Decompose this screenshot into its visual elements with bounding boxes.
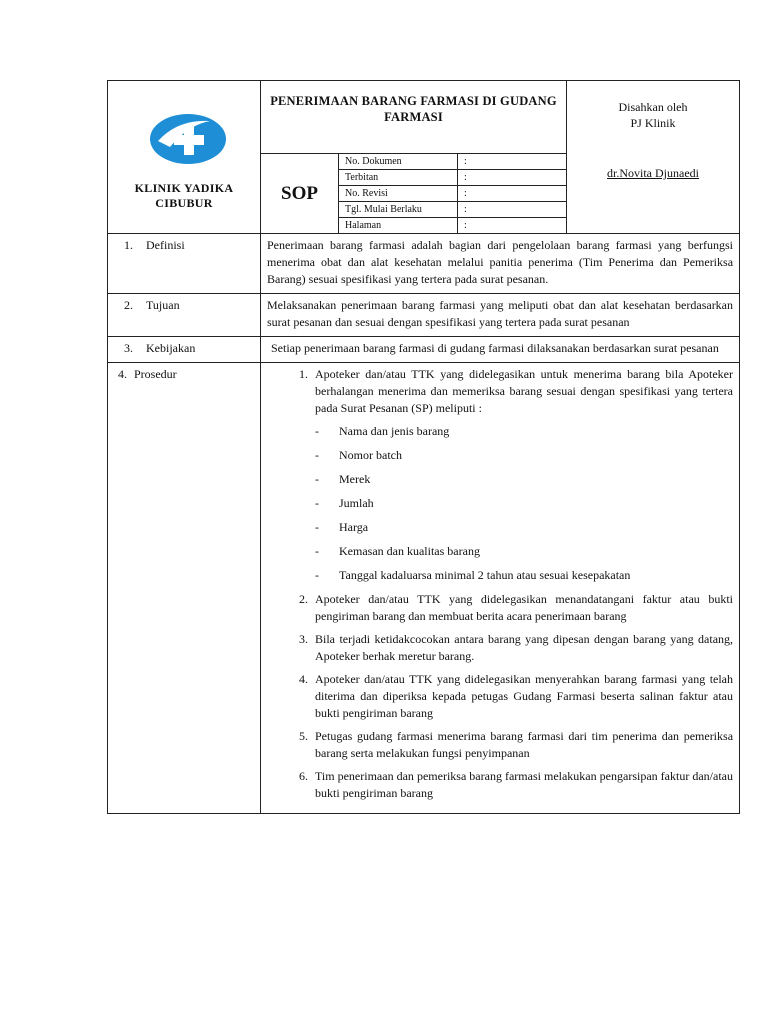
meta-key: Halaman [339,218,458,234]
section-title: Tujuan [146,298,180,312]
meta-key: Terbitan [339,170,458,186]
section-prosedur [108,363,740,814]
approval-cell [567,81,740,234]
meta-key: No. Dokumen [339,154,458,170]
section-label [108,363,261,814]
procedure-step: 2. Apoteker dan/atau TTK yang didelegasikan menandatangani faktur atau bukti pengiriman barang dan membuat berita acara penerimaan barang [311,591,733,625]
section-definisi [108,234,740,294]
document-title: PENERIMAAN BARANG FARMASI DI GUDANG FARMASI [261,81,567,154]
section-label [108,337,261,363]
meta-value: : [458,154,567,170]
section-title: Prosedur [134,367,177,381]
checklist-item: - Nama dan jenis barang [315,423,733,440]
section-kebijakan [108,337,740,363]
approved-by-label: Disahkan oleh [618,100,688,114]
document-meta [339,154,567,234]
clinic-name: KLINIK YADIKA CIBUBUR [134,181,234,210]
checklist-item: - Jumlah [315,495,733,512]
procedure-step: 3. Bila terjadi ketidakcocokan antara barang yang dipesan dengan barang yang datang, Apoteker berhak meretur barang. [311,631,733,665]
procedure-steps [267,366,733,802]
procedure-step: 6. Tim penerimaan dan pemeriksa barang farmasi melakukan pengarsipan faktur dan/atau bukti pengiriman barang [311,768,733,802]
sop-document [107,80,739,814]
meta-value: : [458,186,567,202]
section-number: 3. [124,341,133,355]
meta-value: : [458,202,567,218]
checklist-item: - Kemasan dan kualitas barang [315,543,733,560]
approver-name: dr.Novita Djunaedi [607,166,699,180]
meta-key: No. Revisi [339,186,458,202]
meta-table [339,154,566,233]
section-title: Kebijakan [146,341,196,355]
meta-value: : [458,170,567,186]
sop-table [107,80,740,814]
meta-row [339,154,566,170]
procedure-step [311,366,733,584]
section-label [108,234,261,294]
checklist-item: - Merek [315,471,733,488]
clinic-logo-icon [148,111,228,167]
meta-row [339,202,566,218]
section-number: 1. [124,238,133,252]
checklist-item: - Tanggal kadaluarsa minimal 2 tahun atau sesuai kesepakatan [315,567,733,584]
meta-value: : [464,220,467,231]
checklist-item: - Harga [315,519,733,536]
procedure-step: 4. Apoteker dan/atau TTK yang didelegasikan menyerahkan barang farmasi yang telah diterima dan diperiksa kepada petugas Gudang Farmasi beserta salinan faktur atau bukti pengiriman barang [311,671,733,722]
checklist-item: - Nomor batch [315,447,733,464]
checklist [315,423,733,584]
section-title: Definisi [146,238,185,252]
clinic-cell [108,81,261,234]
sop-label: SOP [261,154,339,234]
section-number: 2. [124,298,133,312]
step-text: Apoteker dan/atau TTK yang didelegasikan untuk menerima barang bila Apoteker berhalangan menerima dan memeriksa barang sesuai dengan spesifikasi yang tertera pada Surat Pesanan (SP) meliputi : [315,367,734,415]
section-text: Setiap penerimaan barang farmasi di gudang farmasi dilaksanakan berdasarkan surat pesanan [261,337,740,363]
section-text: Melaksanakan penerimaan barang farmasi yang meliputi obat dan alat kesehatan berdasarkan surat pesanan dan sesuai dengan spesifikasi yang tertera pada surat pesanan [261,294,740,337]
meta-row [339,170,566,186]
meta-row [339,218,566,234]
meta-row [339,186,566,202]
section-label [108,294,261,337]
approver-role: PJ Klinik [630,116,676,130]
section-text: Penerimaan barang farmasi adalah bagian dari pengelolaan barang farmasi yang berfungsi menerima obat dan alat kesehatan melalui panitia penerima (Tim Penerima dan Pemeriksa Barang) sesuai spesifikasi yang tertera pada surat pesanan. [261,234,740,294]
procedure-step: 5. Petugas gudang farmasi menerima barang farmasi dari tim penerima dan pemeriksa barang serta melakukan fungsi penyimpanan [311,728,733,762]
section-tujuan [108,294,740,337]
meta-key: Tgl. Mulai Berlaku [339,202,458,218]
procedure-content [261,363,740,814]
section-number: 4. [118,367,127,381]
